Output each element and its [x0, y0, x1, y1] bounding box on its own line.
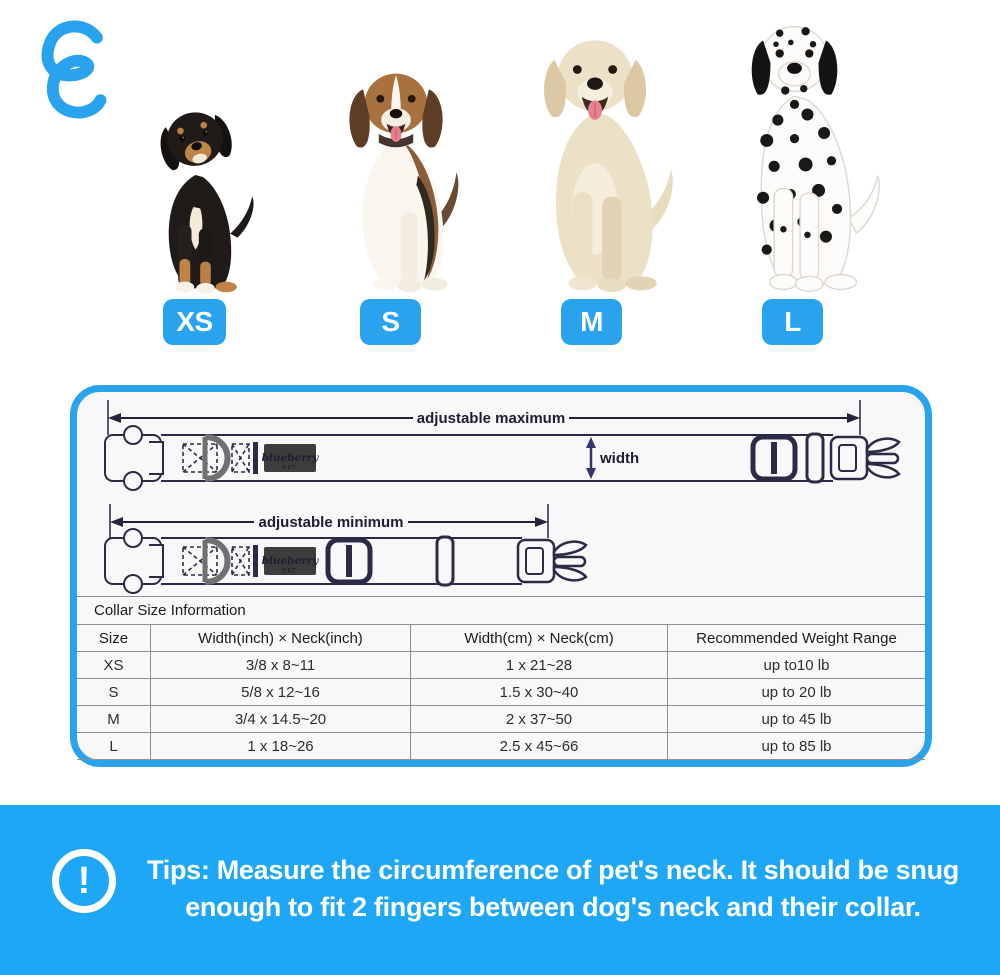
table-cell: up to 85 lb [667, 733, 925, 760]
table-cell: 3/4 x 14.5~20 [150, 706, 410, 733]
size-button-xs[interactable]: XS [163, 299, 226, 345]
table-cell: up to10 lb [667, 652, 925, 679]
table-cell: 1.5 x 30~40 [410, 679, 667, 706]
col-header-size: Size [77, 625, 150, 652]
size-table [77, 596, 925, 760]
tips-text [120, 852, 986, 926]
dog-photo-xs-puppy [128, 95, 263, 295]
exclamation-icon: ! [52, 849, 116, 913]
tips-banner [0, 805, 1000, 975]
col-header-inch: Width(inch) × Neck(inch) [150, 625, 410, 652]
adjustable-minimum-label: adjustable minimum [258, 514, 404, 531]
table-cell: 3/8 x 8~11 [150, 652, 410, 679]
table-cell: 1 x 18~26 [150, 733, 410, 760]
collar-min [105, 529, 586, 593]
table-cell: M [77, 706, 150, 733]
dog-photo-l-dalmatian [702, 2, 887, 294]
table-cell: 5/8 x 12~16 [150, 679, 410, 706]
table-title: Collar Size Information [77, 597, 925, 625]
dog-photo-s-beagle [312, 58, 480, 293]
table-cell: 2 x 37~50 [410, 706, 667, 733]
tips-line-1: Tips: Measure the circumference of pet's neck. It should be snug [147, 855, 959, 885]
dog-photo-m-golden-retriever [505, 28, 685, 293]
table-cell: 1 x 21~28 [410, 652, 667, 679]
table-cell: up to 45 lb [667, 706, 925, 733]
collar-max [105, 426, 899, 490]
table-cell: 2.5 x 45~66 [410, 733, 667, 760]
col-header-cm: Width(cm) × Neck(cm) [410, 625, 667, 652]
col-header-weight: Recommended Weight Range [667, 625, 925, 652]
adjustable-maximum-label: adjustable maximum [416, 410, 566, 427]
size-guide-panel [70, 385, 932, 767]
size-button-l[interactable]: L [762, 299, 823, 345]
width-arrow [586, 437, 596, 479]
table-cell: S [77, 679, 150, 706]
tips-line-2: enough to fit 2 fingers between dog's neck and their collar. [185, 892, 921, 922]
width-label: width [600, 450, 640, 467]
table-cell: L [77, 733, 150, 760]
size-button-m[interactable]: M [561, 299, 622, 345]
brand-logo-icon [26, 16, 118, 120]
size-button-s[interactable]: S [360, 299, 421, 345]
table-cell: XS [77, 652, 150, 679]
table-cell: up to 20 lb [667, 679, 925, 706]
